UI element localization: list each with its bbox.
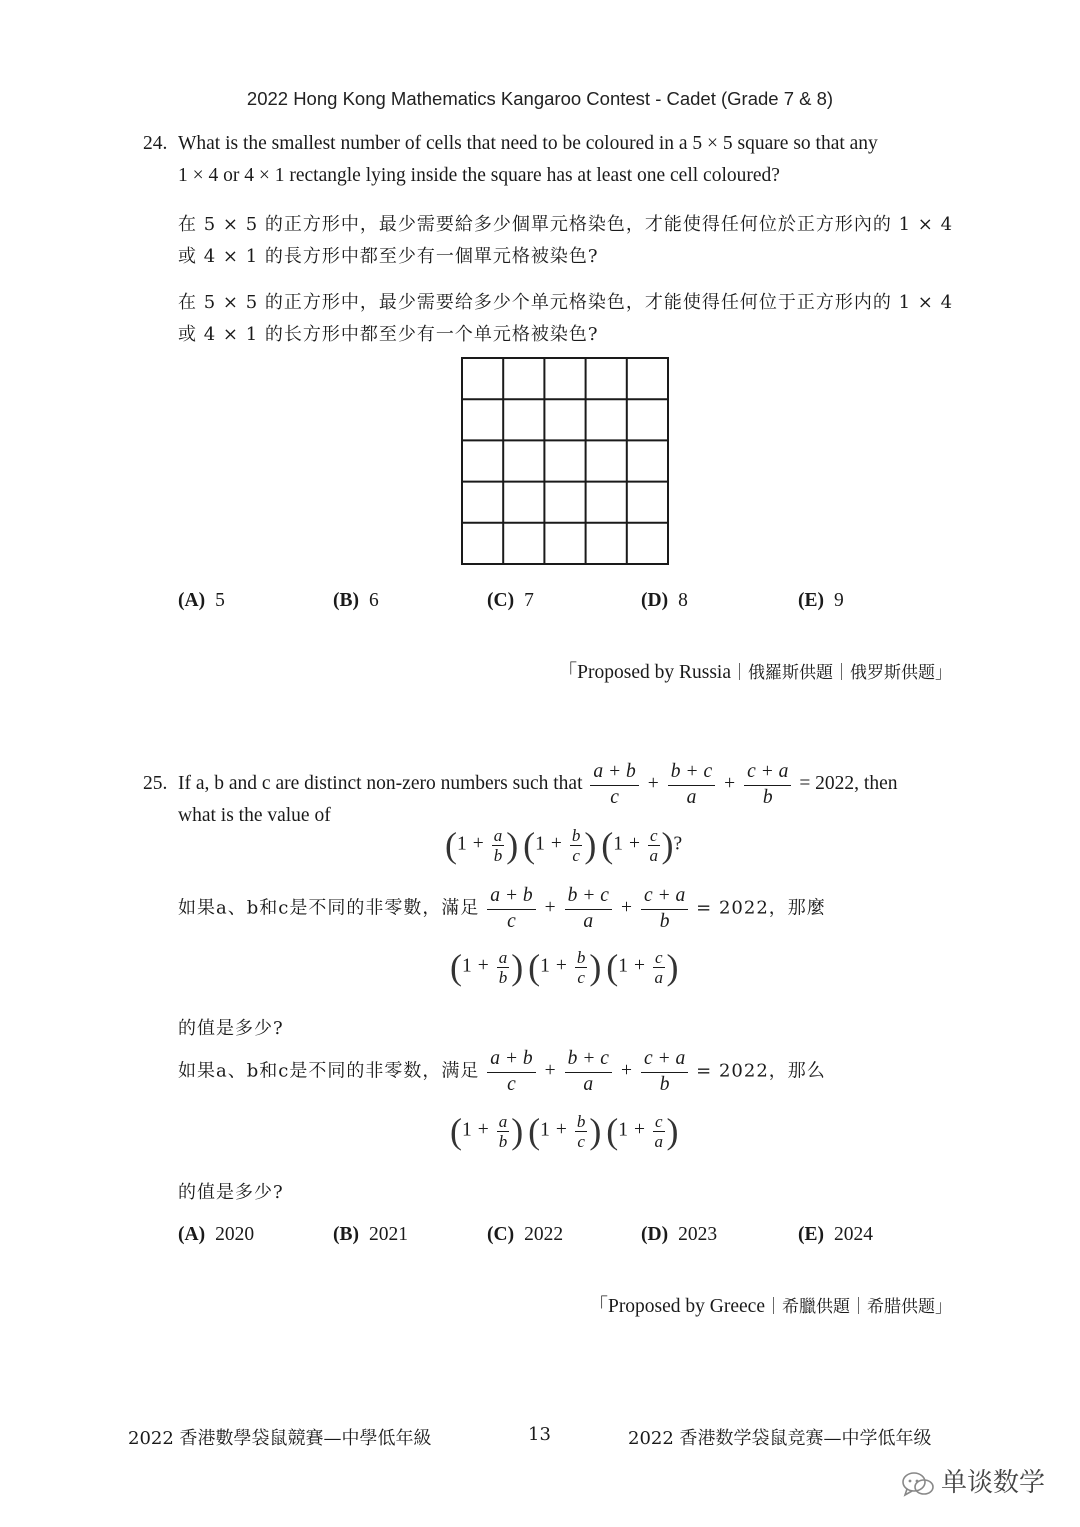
footer-right: 2022 香港数学袋鼠竞赛—中学低年级 <box>628 1428 932 1449</box>
q25-option-d: (D) 2023 <box>641 1224 718 1245</box>
question-24-en-line2: 1 × 4 or 4 × 1 rectangle lying inside the square has at least one cell coloured? <box>178 165 780 186</box>
wechat-icon <box>901 1470 935 1498</box>
q25-option-b: (B) 2021 <box>333 1224 408 1245</box>
question-24-zh-simp-line1: 在 5 × 5 的正方形中，最少需要给多少个单元格染色，才能使得任何位于正方形内的 1 × 4 <box>178 292 954 313</box>
question-25-zh-simp-line: 如果a、b和c是不同的非零数，满足 $\frac{a + b}{c}$ + $\frac{b + c}{a}$ + $\frac{c + a}{b}$ = 2022，那么 <box>178 1048 826 1095</box>
product-expression-zh-simp: (1 + $\frac{a}{b}$ ) (1 + $\frac{b}{c}$ ) (1 + $\frac{c}{a}$ ) <box>450 1111 679 1151</box>
q25-credit: 「Proposed by Greece｜希臘供題｜希腊供题」 <box>588 1296 952 1317</box>
q25-option-e: (E) 2024 <box>798 1224 873 1245</box>
question-24-zh-trad-line1: 在 5 × 5 的正方形中，最少需要給多少個單元格染色，才能使得任何位於正方形內的 1 × 4 <box>178 214 954 235</box>
watermark: 单谈数学 <box>901 1462 1045 1499</box>
footer-left: 2022 香港數學袋鼠競賽—中學低年級 <box>128 1428 432 1449</box>
question-24-zh-simp-line2: 或 4 × 1 的长方形中都至少有一个单元格被染色? <box>178 324 599 345</box>
q25-option-c: (C) 2022 <box>487 1224 564 1245</box>
q25-option-a: (A) 2020 <box>178 1224 255 1245</box>
product-expression-zh-trad: (1 + $\frac{a}{b}$ ) (1 + $\frac{b}{c}$ ) (1 + $\frac{c}{a}$ ) <box>450 947 679 987</box>
q24-option-e: (E) 9 <box>798 590 844 611</box>
question-25-zh-simp-question: 的值是多少? <box>178 1182 284 1203</box>
question-25-zh-trad-line: 如果a、b和c是不同的非零數，滿足 $\frac{a + b}{c}$ + $\frac{b + c}{a}$ + $\frac{c + a}{b}$ = 2022，那麼 <box>178 885 826 932</box>
question-25-number: 25. <box>143 773 168 794</box>
question-25-en-line1: If a, b and c are distinct non-zero numbers such that $\frac{a + b}{c}$ + $\frac{b + c}{a}$ + $\frac{c + a}{b}$ = 2022, then <box>178 760 898 808</box>
q24-option-d: (D) 8 <box>641 590 688 611</box>
product-expression-en: (1 + $\frac{a}{b}$ ) (1 + $\frac{b}{c}$ ) (1 + $\frac{c}{a}$ )? <box>445 825 683 865</box>
q24-option-c: (C) 7 <box>487 590 534 611</box>
question-24-zh-trad-line2: 或 4 × 1 的長方形中都至少有一個單元格被染色? <box>178 246 599 267</box>
page-number: 13 <box>528 1424 551 1445</box>
page-header: 2022 Hong Kong Mathematics Kangaroo Contest - Cadet (Grade 7 & 8) <box>246 88 834 109</box>
q24-option-b: (B) 6 <box>333 590 379 611</box>
question-24-number: 24. <box>143 133 168 154</box>
question-25-en-line2: what is the value of <box>178 805 331 826</box>
q24-option-a: (A) 5 <box>178 590 225 611</box>
question-25-zh-trad-question: 的值是多少? <box>178 1018 284 1039</box>
q24-credit: 「Proposed by Russia｜俄羅斯供題｜俄罗斯供题」 <box>557 662 952 683</box>
question-24-en-line1: What is the smallest number of cells that need to be coloured in a 5 × 5 square so that any <box>178 133 878 154</box>
five-by-five-grid <box>461 357 669 565</box>
